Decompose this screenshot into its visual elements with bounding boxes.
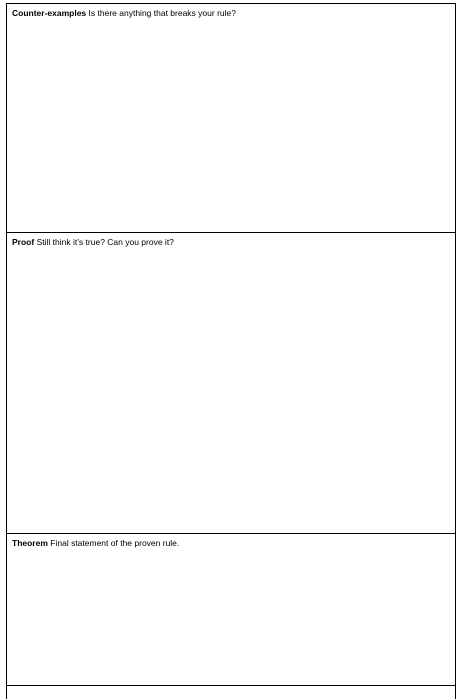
section-prompt: Is there anything that breaks your rule? [88, 8, 236, 18]
section-heading: Theorem [12, 538, 48, 548]
section-prompt: Final statement of the proven rule. [50, 538, 180, 548]
theorem-section [6, 533, 456, 685]
section-heading: Counter-examples [12, 8, 87, 18]
section-heading: Proof [12, 237, 35, 247]
section-prompt: Still think it’s true? Can you prove it? [36, 237, 174, 247]
worksheet-table [6, 3, 456, 699]
proof-section [6, 232, 456, 533]
counter-examples-section [6, 3, 456, 232]
next-section-edge [6, 685, 456, 699]
